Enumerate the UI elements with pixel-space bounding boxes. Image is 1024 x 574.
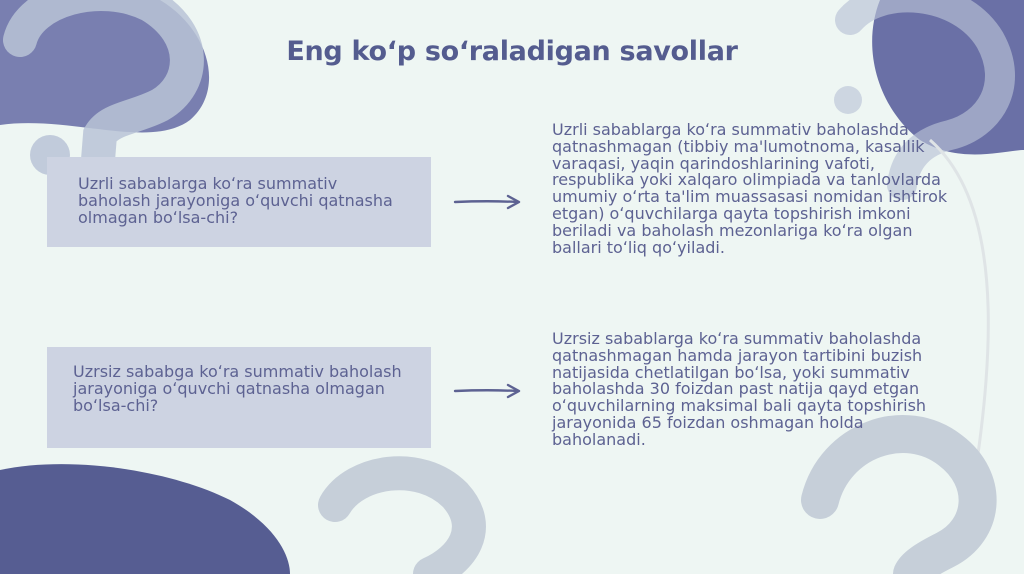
question-box-2: Uzrsiz sababga koʻra summativ baholash jarayoniga oʻquvchi qatnasha olmagan boʻlsa-chi?	[47, 347, 431, 448]
blob-decoration-bottom-left	[0, 464, 290, 574]
question-box-1: Uzrli sabablarga koʻra summativ baholash jarayoniga oʻquvchi qatnasha olmagan boʻlsa-chi?	[47, 157, 431, 247]
answer-text-2: Uzrsiz sabablarga koʻra summativ baholashda qatnashmagan hamda jarayon tartibini buzish natijasida chetlatilgan boʻlsa, yoki summativ baholashda 30 foizdan past natija qayd etgan oʻquvchilarning maksimal bali qayta topshirish jarayonida 65 foizdan oshmagan holda baholanadi.	[552, 329, 927, 449]
answer-text-1: Uzrli sabablarga koʻra summativ baholashda qatnashmagan (tibbiy ma'lumotnoma, kasallik varaqasi, yaqin qarindoshlarining vafoti, respublika yoki xalqaro olimpiada va tanlovlarda umumiy oʻrta ta'lim muassasasi nomidan ishtirok etgan) oʻquvchilarga qayta topshirish imkoni beriladi va baholash mezonlariga koʻra olgan ballari toʻliq qoʻyiladi.	[552, 120, 948, 257]
question-mark-decoration-bottom-center	[335, 473, 469, 574]
question-mark-decoration-top-left	[0, 0, 209, 175]
question-mark-decoration-bottom-right	[820, 434, 978, 574]
page-title: Eng koʻp soʻraladigan savollar	[286, 36, 738, 67]
arrow-right-icon	[453, 194, 523, 210]
arrow-right-icon	[453, 383, 523, 399]
